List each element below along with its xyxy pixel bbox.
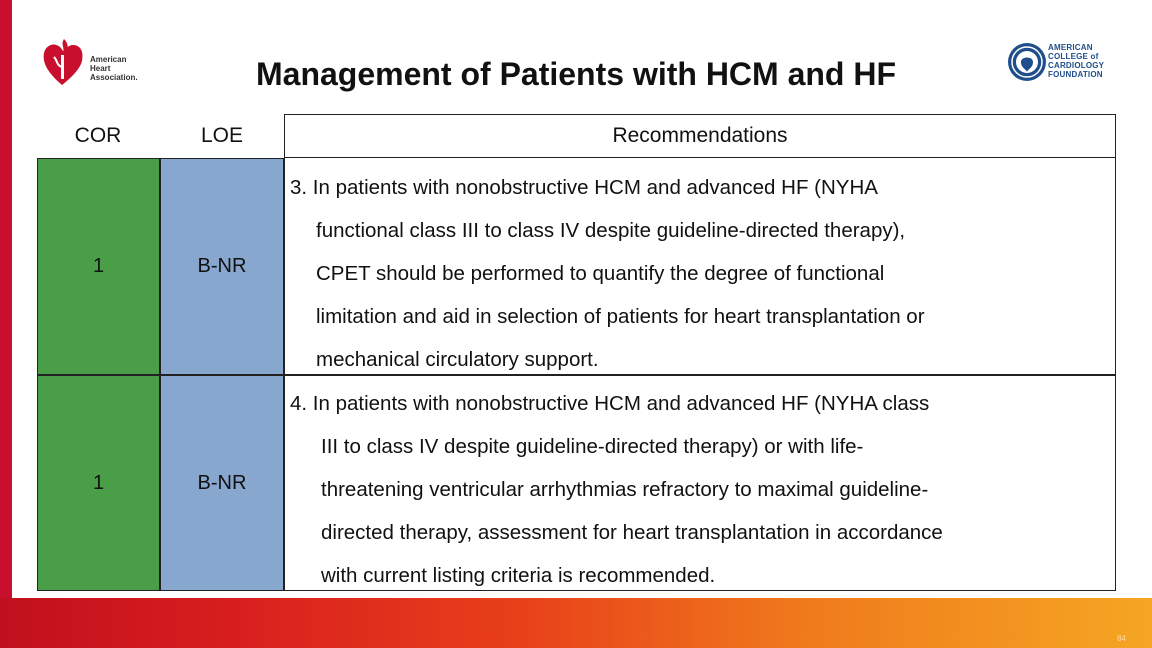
- slide-title-text: Management of Patients with HCM and HF: [255, 56, 897, 92]
- recommendation-line: with current listing criteria is recommended.: [321, 564, 716, 587]
- slide-title: [0, 56, 1152, 93]
- recommendation-line: III to class IV despite guideline-directed therapy) or with life-: [321, 435, 864, 458]
- recommendation-line: CPET should be performed to quantify the degree of functional: [316, 262, 885, 285]
- loe-cell-row2: B-NR: [160, 375, 284, 591]
- accf-seal-icon: [1007, 42, 1047, 82]
- accf-logo-line: CARDIOLOGY: [1048, 61, 1105, 70]
- aha-logo-line: American: [90, 55, 127, 64]
- recommendation-line: threatening ventricular arrhythmias refractory to maximal guideline-: [321, 478, 929, 501]
- cor-cell-row2: 1: [37, 375, 160, 591]
- accf-logo-line: COLLEGE of: [1048, 52, 1099, 61]
- recommendation-cell-row2: [284, 375, 1116, 591]
- recommendation-cell-row1: [284, 157, 1116, 375]
- page-number: 84: [1117, 634, 1126, 643]
- recommendation-line: limitation and aid in selection of patients for heart transplantation or: [316, 305, 925, 328]
- recommendation-line: directed therapy, assessment for heart transplantation in accordance: [321, 521, 943, 544]
- accf-logo-line: AMERICAN: [1048, 43, 1093, 52]
- recommendation-line: functional class III to class IV despite guideline-directed therapy),: [316, 219, 906, 242]
- recommendation-line: 4. In patients with nonobstructive HCM and advanced HF (NYHA class: [290, 392, 930, 415]
- accf-logo-text: [1048, 43, 1104, 79]
- recommendation-line: mechanical circulatory support.: [316, 348, 599, 371]
- recommendation-line: 3. In patients with nonobstructive HCM and advanced HF (NYHA: [290, 176, 878, 199]
- header-recommendations: Recommendations: [284, 114, 1116, 158]
- footer-gradient-band: [0, 598, 1152, 648]
- accf-logo-line: FOUNDATION: [1048, 70, 1103, 79]
- aha-logo-line: Association.: [90, 73, 138, 82]
- aha-logo-line: Heart: [90, 64, 111, 73]
- header-cor: COR: [74, 124, 122, 147]
- header-loe: LOE: [200, 124, 244, 147]
- cor-cell-row1: 1: [37, 158, 160, 375]
- loe-cell-row1: B-NR: [160, 158, 284, 375]
